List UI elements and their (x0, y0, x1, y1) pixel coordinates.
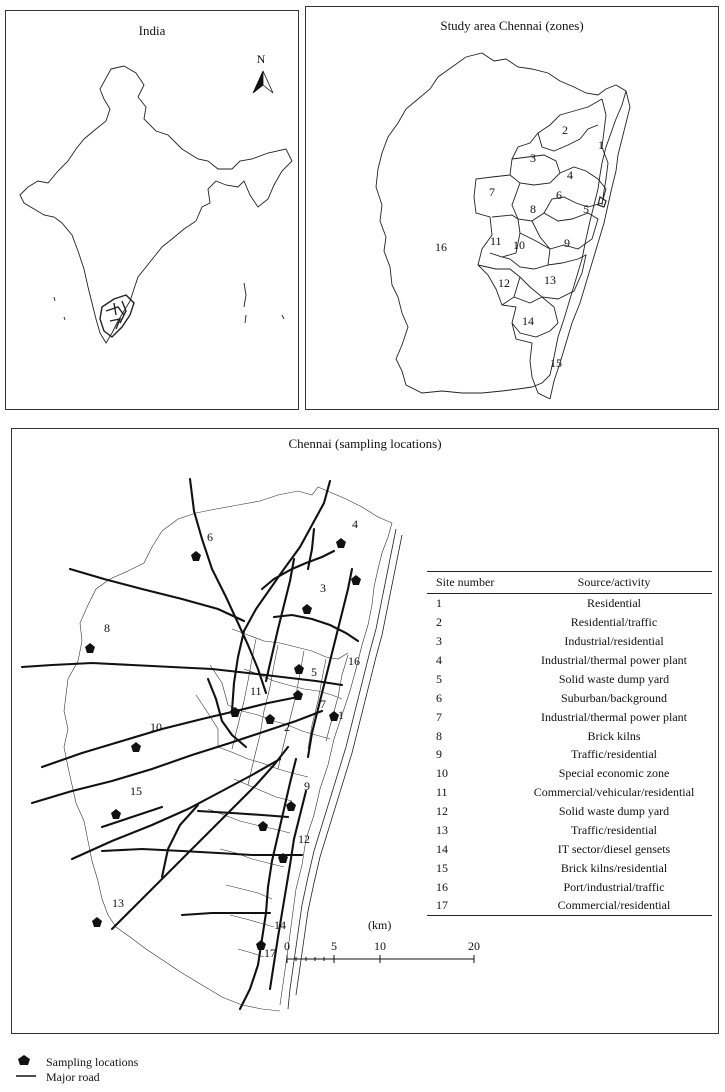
sampling-marker-3 (302, 604, 312, 614)
site-number-cell: 7 (436, 709, 442, 724)
site-table-row (427, 896, 712, 915)
india-outline (20, 66, 292, 343)
site-number-cell: 5 (436, 671, 442, 686)
site-label-17: 17 (264, 946, 276, 960)
major-road (190, 479, 266, 693)
zone-label-3: 3 (530, 151, 536, 165)
north-arrow-outline (263, 71, 273, 93)
sampling-marker-8 (85, 643, 95, 653)
site-label-3: 3 (320, 581, 326, 595)
zone-label-9: 9 (564, 236, 570, 250)
sampling-marker-17 (258, 821, 268, 831)
road-line-icon (16, 1070, 36, 1085)
sampling-zone-boundaries (64, 487, 392, 1011)
site-label-4: 4 (352, 517, 358, 531)
site-label-5: 5 (311, 665, 317, 679)
inner-zones-outline (474, 99, 608, 399)
site-labels (104, 517, 360, 960)
zone-label-5: 5 (583, 202, 589, 216)
site-table-header (427, 572, 712, 594)
site-table-row (427, 877, 712, 896)
sampling-marker-4 (336, 538, 346, 548)
sampling-marker-15 (111, 809, 121, 819)
site-label-1: 1 (338, 708, 344, 722)
site-table-row (427, 783, 712, 802)
site-number-cell: 12 (436, 804, 448, 819)
lakshadweep-islands (54, 297, 65, 320)
site-table-row (427, 764, 712, 783)
zone-label-15: 15 (550, 356, 562, 370)
scale-tick-0: 0 (284, 939, 290, 953)
site-number-cell: 10 (436, 766, 448, 781)
zone-label-6: 6 (556, 188, 562, 202)
source-activity-cell: Port/industrial/traffic (563, 879, 665, 894)
header-source-activity: Source/activity (516, 572, 712, 594)
source-activity-cell: IT sector/diesel gensets (557, 841, 671, 856)
sampling-marker-10 (131, 742, 141, 752)
site-table-row (427, 632, 712, 651)
zone-label-16: 16 (435, 240, 447, 254)
sampling-marker-13 (92, 917, 102, 927)
major-road (42, 697, 298, 767)
source-activity-cell: Solid waste dump yard (558, 671, 670, 686)
north-label: N (256, 52, 266, 66)
source-activity-cell: Traffic/residential (571, 822, 657, 837)
source-activity-cell: Brick kilns (587, 728, 641, 743)
site-table-row (427, 745, 712, 764)
site-number-cell: 8 (436, 728, 442, 743)
site-table-row (427, 726, 712, 745)
major-road (112, 747, 288, 929)
site-label-16: 16 (348, 654, 360, 668)
site-table-row (427, 651, 712, 670)
source-activity-cell: Suburban/background (561, 690, 667, 705)
india-panel (5, 10, 299, 410)
zone-label-2: 2 (562, 123, 568, 137)
major-road (182, 913, 270, 915)
legend-sampling (16, 1054, 138, 1070)
scale-unit: (km) (368, 918, 392, 932)
major-road (162, 805, 198, 877)
zone-label-8: 8 (530, 202, 536, 216)
sampling-panel (11, 428, 719, 1034)
major-roads (22, 479, 358, 1009)
source-activity-cell: Industrial/thermal power plant (541, 709, 687, 724)
site-table-row (427, 858, 712, 877)
site-label-6: 6 (207, 530, 213, 544)
legend-road-label: Major road (46, 1070, 100, 1084)
sampling-marker-6 (191, 551, 201, 561)
scale-tick-20: 20 (468, 939, 480, 953)
tamil-nadu-districts (100, 295, 134, 337)
zone-label-10: 10 (513, 238, 525, 252)
zone-label-7: 7 (489, 185, 495, 199)
site-number-cell: 17 (427, 896, 516, 915)
north-arrow-icon (253, 71, 263, 93)
site-label-8: 8 (104, 621, 110, 635)
site-table-body (427, 594, 712, 916)
sampling-marker-16 (293, 690, 303, 700)
major-road (70, 569, 244, 621)
pentagon-marker-icon (16, 1054, 36, 1070)
site-number-cell: 2 (436, 615, 442, 630)
site-number-cell: 11 (436, 785, 448, 800)
site-table (427, 571, 712, 916)
site-label-7: 7 (320, 697, 326, 711)
site-number-cell: 6 (436, 690, 442, 705)
zone-label-11: 11 (490, 234, 502, 248)
site-label-2: 2 (284, 720, 290, 734)
sampling-marker-2 (265, 714, 275, 724)
source-activity-cell: Commercial/vehicular/residential (533, 785, 695, 800)
coastline-double (550, 91, 630, 399)
site-number-cell: 1 (436, 596, 442, 611)
site-label-15: 15 (130, 784, 142, 798)
header-site-number: Site number (427, 572, 516, 594)
site-number-cell: 4 (436, 653, 442, 668)
major-road (102, 849, 302, 855)
site-number-cell: 16 (436, 879, 448, 894)
site-table-row (427, 613, 712, 632)
source-activity-cell: Industrial/residential (564, 634, 664, 649)
legend-road (16, 1070, 100, 1085)
source-activity-cell: Special economic zone (558, 766, 670, 781)
major-road (198, 811, 288, 817)
zones-map (306, 7, 720, 411)
major-road (274, 615, 358, 641)
source-activity-cell: Residential/traffic (570, 615, 658, 630)
site-number-cell: 3 (436, 634, 442, 649)
sampling-marker-5 (294, 664, 304, 674)
source-activity-cell: Industrial/thermal power plant (541, 653, 687, 668)
site-table-row (427, 688, 712, 707)
major-road (22, 663, 342, 685)
site-number-cell: 14 (436, 841, 448, 856)
site-table-row (427, 821, 712, 840)
site-table-row (427, 670, 712, 689)
site-label-14: 14 (274, 918, 286, 932)
zone-16-outline (376, 53, 626, 393)
sampling-marker-7 (351, 575, 361, 585)
site-label-13: 13 (112, 896, 124, 910)
source-activity-cell: Residential (587, 596, 641, 611)
scale-line (287, 955, 474, 963)
india-title: India (138, 23, 166, 38)
andaman-islands (244, 283, 284, 323)
site-number-cell: 13 (436, 822, 448, 837)
scale-tick-10: 10 (374, 939, 386, 953)
site-table-row (427, 839, 712, 858)
site-table-row (427, 707, 712, 726)
scale-tick-5: 5 (331, 939, 337, 953)
sampling-title: Chennai (sampling locations) (288, 436, 442, 451)
site-table-row (427, 594, 712, 613)
site-number-cell: 15 (436, 860, 448, 875)
india-map (6, 11, 300, 411)
source-activity-cell: Commercial/residential (516, 896, 712, 915)
zone-label-1: 1 (598, 138, 604, 152)
zone-label-4: 4 (567, 168, 573, 182)
major-road (266, 559, 294, 681)
scale-bar (284, 918, 480, 963)
zone-label-14: 14 (522, 314, 534, 328)
major-road (72, 759, 280, 859)
site-table-row (427, 802, 712, 821)
site-number-cell: 9 (436, 747, 442, 762)
source-activity-cell: Solid waste dump yard (558, 804, 670, 819)
source-activity-cell: Brick kilns/residential (560, 860, 668, 875)
source-activity-cell: Traffic/residential (571, 747, 657, 762)
legend-sampling-label: Sampling locations (46, 1054, 139, 1069)
zones-panel (305, 6, 719, 410)
site-label-12: 12 (298, 832, 310, 846)
sampling-marker-9 (286, 801, 296, 811)
site-label-11: 11 (250, 684, 262, 698)
major-road (308, 529, 314, 569)
zones-title: Study area Chennai (zones) (440, 18, 584, 33)
zone-label-13: 13 (544, 273, 556, 287)
zone-label-12: 12 (498, 276, 510, 290)
sampling-markers (85, 538, 361, 950)
site-label-9: 9 (304, 779, 310, 793)
site-label-10: 10 (150, 720, 162, 734)
